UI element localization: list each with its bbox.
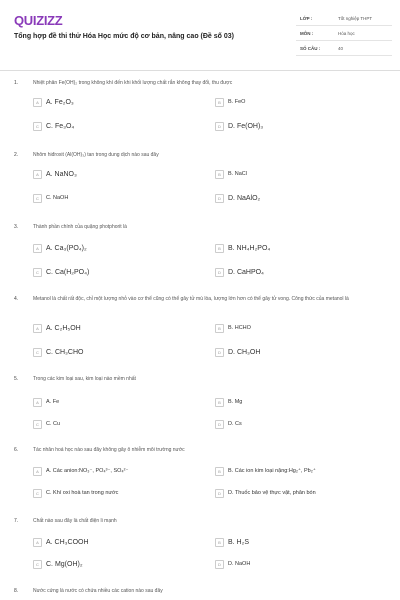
question-number: 8. bbox=[14, 588, 19, 594]
option-text: B. HCHO bbox=[228, 325, 251, 331]
option-letter-badge: B bbox=[215, 398, 224, 407]
question-text: Chất nào sau đây là chất điện li mạnh bbox=[33, 518, 117, 524]
option-letter-badge: D bbox=[215, 489, 224, 498]
option-text: D. Fe(OH)₃ bbox=[228, 122, 264, 130]
meta-table bbox=[296, 11, 392, 56]
option-d[interactable] bbox=[215, 487, 316, 499]
meta-value: Tốt nghiệp THPT bbox=[338, 15, 373, 21]
option-b[interactable] bbox=[215, 465, 316, 477]
option-text: B. FeO bbox=[228, 99, 246, 105]
option-d[interactable] bbox=[215, 266, 264, 278]
option-letter-badge: A bbox=[33, 170, 42, 179]
option-text: D. CH₃OH bbox=[228, 348, 261, 356]
option-text: B. Mg bbox=[228, 399, 243, 405]
option-a[interactable] bbox=[33, 536, 89, 548]
meta-key: MÔN : bbox=[300, 30, 314, 36]
meta-value: Hóa học bbox=[338, 30, 355, 36]
option-text: C. Ca(H₂PO₄) bbox=[46, 268, 90, 276]
option-letter-badge: B bbox=[215, 324, 224, 333]
option-c[interactable] bbox=[33, 418, 60, 430]
option-c[interactable] bbox=[33, 558, 83, 570]
option-letter-badge: A bbox=[33, 244, 42, 253]
option-b[interactable] bbox=[215, 396, 242, 408]
option-letter-badge: C bbox=[33, 420, 42, 429]
question-number: 6. bbox=[14, 447, 19, 453]
option-letter-badge: C bbox=[33, 122, 42, 131]
option-text: C. Khí oxi hoà tan trong nước bbox=[46, 490, 119, 496]
meta-key: LỚP : bbox=[300, 15, 313, 21]
option-letter-badge: C bbox=[33, 194, 42, 203]
option-text: D. CaHPO₄ bbox=[228, 268, 264, 276]
meta-row-count bbox=[296, 41, 392, 56]
question-text: Nhiệt phân Fe(OH)₂ trong không khí đến khi khối lượng chất rắn không thay đổi, thu được bbox=[33, 80, 233, 86]
option-text: B. NaCl bbox=[228, 171, 247, 177]
option-d[interactable] bbox=[215, 192, 260, 204]
meta-key: SỐ CÂU : bbox=[300, 45, 321, 51]
option-text: C. Mg(OH)₂ bbox=[46, 560, 83, 568]
question-text: Tác nhân hoá học nào sau đây không gây ô nhiễm môi trường nước bbox=[33, 447, 185, 453]
option-letter-badge: A bbox=[33, 467, 42, 476]
option-letter-badge: D bbox=[215, 122, 224, 131]
option-c[interactable] bbox=[33, 266, 89, 278]
option-text: B. Các ion kim loại nặng:Hg₂⁺, Pb₂⁺ bbox=[228, 468, 316, 474]
option-text: A. Các anion:NO₃⁻, PO₄³⁻, SO₄²⁻ bbox=[46, 468, 129, 474]
question-number: 1. bbox=[14, 80, 19, 86]
option-d[interactable] bbox=[215, 120, 263, 132]
option-b[interactable] bbox=[215, 536, 249, 548]
option-letter-badge: C bbox=[33, 560, 42, 569]
question-number: 3. bbox=[14, 224, 19, 230]
question-number: 2. bbox=[14, 152, 19, 158]
option-letter-badge: D bbox=[215, 560, 224, 569]
option-text: C. Cu bbox=[46, 421, 61, 427]
option-d[interactable] bbox=[215, 558, 250, 570]
question-text: Thành phần chính của quặng photphorit là bbox=[33, 224, 127, 230]
option-text: C. CH₃CHO bbox=[46, 348, 84, 356]
option-letter-badge: B bbox=[215, 98, 224, 107]
meta-row-subject bbox=[296, 26, 392, 41]
option-letter-badge: B bbox=[215, 244, 224, 253]
option-letter-badge: D bbox=[215, 194, 224, 203]
option-letter-badge: C bbox=[33, 268, 42, 277]
option-letter-badge: B bbox=[215, 467, 224, 476]
option-letter-badge: A bbox=[33, 538, 42, 547]
option-letter-badge: A bbox=[33, 324, 42, 333]
option-c[interactable] bbox=[33, 487, 118, 499]
option-text: C. Fe₃O₄ bbox=[46, 122, 75, 130]
option-text: D. Cs bbox=[228, 421, 242, 427]
question-number: 5. bbox=[14, 376, 19, 382]
option-b[interactable] bbox=[215, 96, 245, 108]
option-c[interactable] bbox=[33, 120, 74, 132]
question-number: 4. bbox=[14, 296, 19, 302]
option-c[interactable] bbox=[33, 192, 68, 204]
option-d[interactable] bbox=[215, 418, 242, 430]
option-a[interactable] bbox=[33, 242, 87, 254]
option-a[interactable] bbox=[33, 322, 81, 334]
option-text: C. NaOH bbox=[46, 195, 69, 201]
worksheet-title: Tổng hợp đề thi thử Hóa Học mức độ cơ bản, nâng cao (Đề số 03) bbox=[14, 33, 234, 40]
option-text: D. NaAlO₂ bbox=[228, 194, 261, 202]
question-text: Metanol là chất rất độc, chỉ một lượng nhỏ vào cơ thể cũng có thể gây tử mù lòa, lượng lớn hơn có thể gây tử vong. Công thức của metanol là bbox=[33, 296, 349, 302]
option-d[interactable] bbox=[215, 346, 260, 358]
option-letter-badge: D bbox=[215, 420, 224, 429]
option-text: A. Ca₃(PO₄)₂ bbox=[46, 244, 87, 252]
option-text: B. NH₄H₂PO₄ bbox=[228, 244, 271, 252]
question-text: Nước cứng là nước có chứa nhiều các cation nào sau đây bbox=[33, 588, 163, 594]
option-letter-badge: B bbox=[215, 538, 224, 547]
option-text: B. H₂S bbox=[228, 538, 249, 546]
option-text: A. CH₃COOH bbox=[46, 538, 89, 546]
option-text: D. NaOH bbox=[228, 561, 251, 567]
quizizz-logo: QUIZIZZ bbox=[14, 13, 63, 28]
option-letter-badge: B bbox=[215, 170, 224, 179]
option-text: A. NaNO₃ bbox=[46, 170, 77, 178]
option-text: A. Fe bbox=[46, 399, 60, 405]
question-text: Nhôm hiđroxit (Al(OH)₃) tan trong dung dịch nào sau đây bbox=[33, 152, 159, 158]
option-letter-badge: A bbox=[33, 98, 42, 107]
question-text: Trong các kim loại sau, kim loại nào mềm nhất bbox=[33, 376, 136, 382]
option-text: A. C₂H₅OH bbox=[46, 324, 81, 332]
meta-row-class bbox=[296, 11, 392, 26]
option-a[interactable] bbox=[33, 465, 128, 477]
option-b[interactable] bbox=[215, 168, 247, 180]
option-a[interactable] bbox=[33, 396, 59, 408]
option-letter-badge: D bbox=[215, 268, 224, 277]
option-a[interactable] bbox=[33, 96, 74, 108]
option-b[interactable] bbox=[215, 242, 270, 254]
option-text: D. Thuốc bảo vệ thực vật, phân bón bbox=[228, 490, 316, 496]
header-divider bbox=[0, 70, 400, 71]
option-text: A. Fe₂O₃ bbox=[46, 98, 74, 106]
option-letter-badge: A bbox=[33, 398, 42, 407]
option-letter-badge: C bbox=[33, 489, 42, 498]
option-c[interactable] bbox=[33, 346, 83, 358]
meta-value: 40 bbox=[338, 45, 344, 51]
question-number: 7. bbox=[14, 518, 19, 524]
option-b[interactable] bbox=[215, 322, 251, 334]
worksheet-header bbox=[0, 0, 400, 70]
option-a[interactable] bbox=[33, 168, 77, 180]
option-letter-badge: C bbox=[33, 348, 42, 357]
option-letter-badge: D bbox=[215, 348, 224, 357]
